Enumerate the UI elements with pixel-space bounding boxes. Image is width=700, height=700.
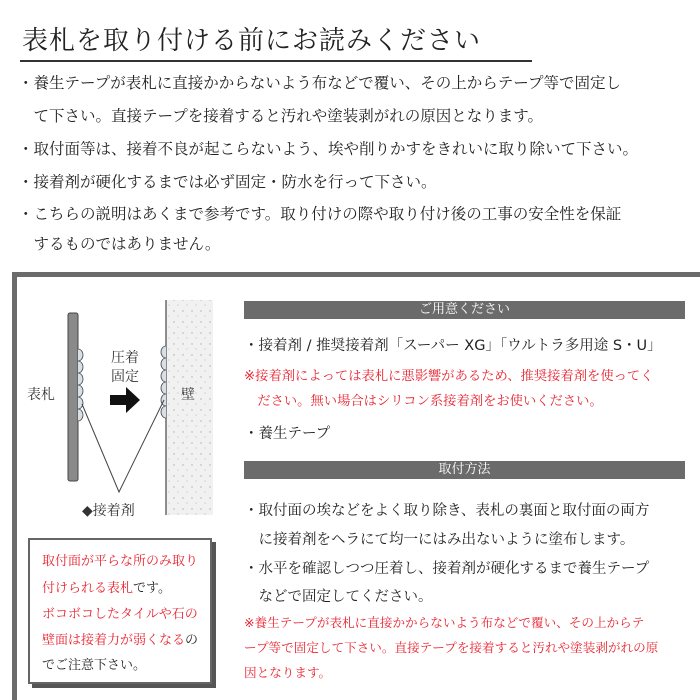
- note-line: 取付面が平らな所のみ取り: [42, 554, 199, 569]
- note-red: 壁面は接着力が弱くなる: [42, 633, 186, 648]
- adhesive-pointer: [82, 400, 164, 492]
- method-item: ・水平を確認しつつ圧着し、接着剤が硬化するまで養生テープ: [244, 561, 650, 577]
- press-label: 圧着: [111, 350, 139, 366]
- mounting-diagram: [0, 0, 240, 530]
- page-title: 表札を取り付ける前にお読みください: [22, 26, 482, 56]
- bullet-line: ・こちらの説明はあくまで参考です。取り付けの際や取り付け後の工事の安全性を保証: [18, 205, 622, 223]
- note-black: の: [185, 633, 199, 648]
- note-line: ボコボコしたタイルや石の: [42, 607, 198, 622]
- prepare-item: ・養生テープ: [244, 426, 331, 442]
- adhesive-label: ◆接着剤: [82, 503, 135, 519]
- caution-note: [28, 538, 212, 684]
- bullet-line: ・接着剤が硬化するまでは必ず固定・防水を行って下さい。: [18, 173, 437, 191]
- note-line: でご注意下さい。: [42, 658, 147, 673]
- note-line: [42, 577, 171, 596]
- nameplate-shape: [68, 313, 78, 481]
- prepare-item: ・接着剤 / 推奨接着剤「スーパー XG」「ウルトラ多用途 S・U」: [244, 338, 662, 354]
- method-warning: ※養生テープが表札に直接かからないよう布などで覆い、その上からテ: [244, 615, 645, 630]
- note-red: 付けられる表札: [42, 581, 134, 596]
- prepare-header: ご用意ください: [244, 301, 685, 319]
- bullet-line: ・養生テープが表札に直接かからないよう布などで覆い、その上からテープ等で固定し: [18, 74, 621, 92]
- note-line: [42, 629, 198, 648]
- wall-label: 壁: [181, 387, 195, 403]
- method-item: に接着剤をヘラにて均一にはみ出ないように塗布します。: [244, 532, 635, 548]
- prepare-warning: ※接着剤によっては表札に悪影響があるため、推奨接着剤を使ってく: [244, 369, 654, 384]
- bullet-line: て下さい。直接テープを接着すると汚れや塗装剥がれの原因となります。: [18, 107, 543, 125]
- fix-label: 固定: [111, 369, 139, 385]
- method-item: などで固定してください。: [244, 589, 433, 605]
- method-header: 取付方法: [244, 461, 685, 479]
- nameplate-label: 表札: [27, 387, 55, 403]
- bullet-line: するものではありません。: [18, 235, 221, 253]
- method-warning: ープ等で固定して下さい。直接テープを接着すると汚れや塗装剥がれの原: [244, 640, 659, 655]
- method-item: ・取付面の埃などをよく取り除き、表札の裏面と取付面の両方: [244, 503, 650, 519]
- bullet-line: ・取付面等は、接着不良が起こらないよう、埃や削りかすをきれいに取り除いて下さい。: [18, 140, 639, 158]
- prepare-warning: ださい。無い場合はシリコン系接着剤をお使いください。: [244, 394, 603, 409]
- arrow-right-icon: [110, 387, 140, 413]
- note-black: です。: [133, 581, 171, 596]
- method-warning: 因となります。: [244, 665, 332, 680]
